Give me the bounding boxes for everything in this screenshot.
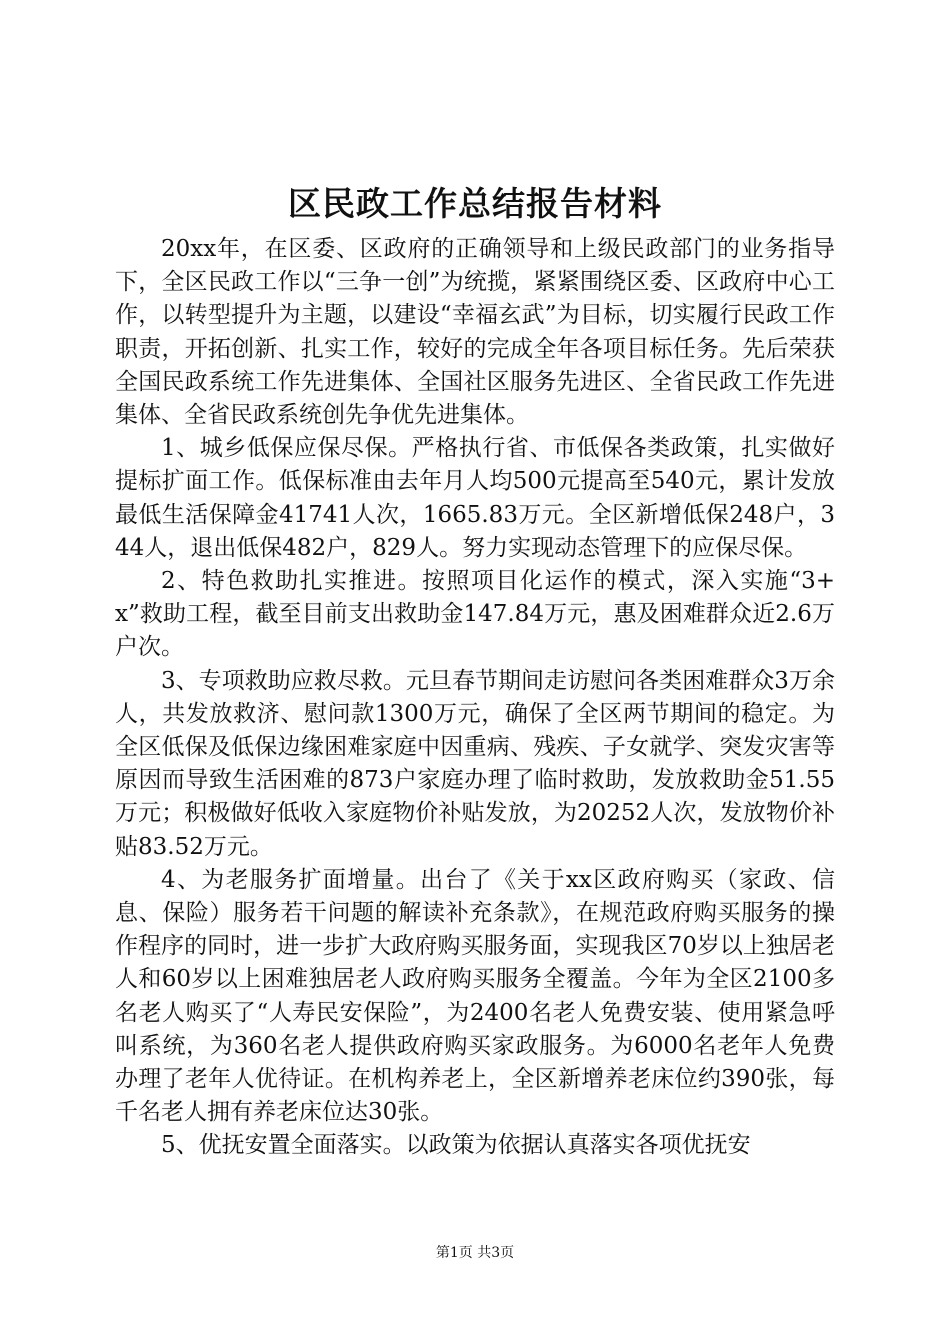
paragraph-5: 5、优抚安置全面落实。以政策为依据认真落实各项优抚安	[161, 1132, 751, 1159]
page-footer: 第1页 共3页	[435, 1245, 515, 1261]
document-body	[115, 233, 835, 1163]
document-title: 区民政工作总结报告材料	[288, 184, 662, 223]
paragraph-4: 4、为老服务扩面增量。出台了《关于xx区政府购买（家政、信息、保险）服务若干问题的解读补充条款》，在规范政府购买服务的操作程序的同时，进一步扩大政府购买服务面，实现我区70岁以上独居老人和60岁以上困难独居老人政府购买服务全覆盖。今年为全区2100多名老人购买了“人寿民安保险”，为2400名老人免费安装、使用紧急呼叫系统，为360名老人提供政府购买家政服务。为6000名老年人免费办理了老年人优待证。在机构养老上，全区新增养老床位约390张，每千名老人拥有养老床位达30张。	[115, 866, 835, 1126]
paragraph-2: 2、特色救助扎实推进。按照项目化运作的模式，深入实施“3+x”救助工程，截至目前支出救助金147.84万元，惠及困难群众近2.6万户次。	[115, 568, 835, 661]
paragraph-3: 3、专项救助应救尽救。元旦春节期间走访慰问各类困难群众3万余人，共发放救济、慰问款1300万元，确保了全区两节期间的稳定。为全区低保及低保边缘困难家庭中因重病、残疾、子女就学、突发灾害等原因而导致生活困难的873户家庭办理了临时救助，发放救助金51.55万元；积极做好低收入家庭物价补贴发放，为20252人次，发放物价补贴83.52万元。	[115, 667, 835, 860]
paragraph-1: 1、城乡低保应保尽保。严格执行省、市低保各类政策，扎实做好提标扩面工作。低保标准由去年月人均500元提高至540元，累计发放最低生活保障金41741人次，1665.83万元。全区新增低保248户，344人，退出低保482户，829人。努力实现动态管理下的应保尽保。	[115, 435, 835, 561]
paragraph-intro: 20xx年，在区委、区政府的正确领导和上级民政部门的业务指导下，全区民政工作以“三争一创”为统揽，紧紧围绕区委、区政府中心工作，以转型提升为主题，以建设“幸福玄武”为目标，切实履行民政工作职责，开拓创新、扎实工作，较好的完成全年各项目标任务。先后荣获全国民政系统工作先进集体、全国社区服务先进区、全省民政工作先进集体、全省民政系统创先争优先进集体。	[115, 236, 835, 429]
